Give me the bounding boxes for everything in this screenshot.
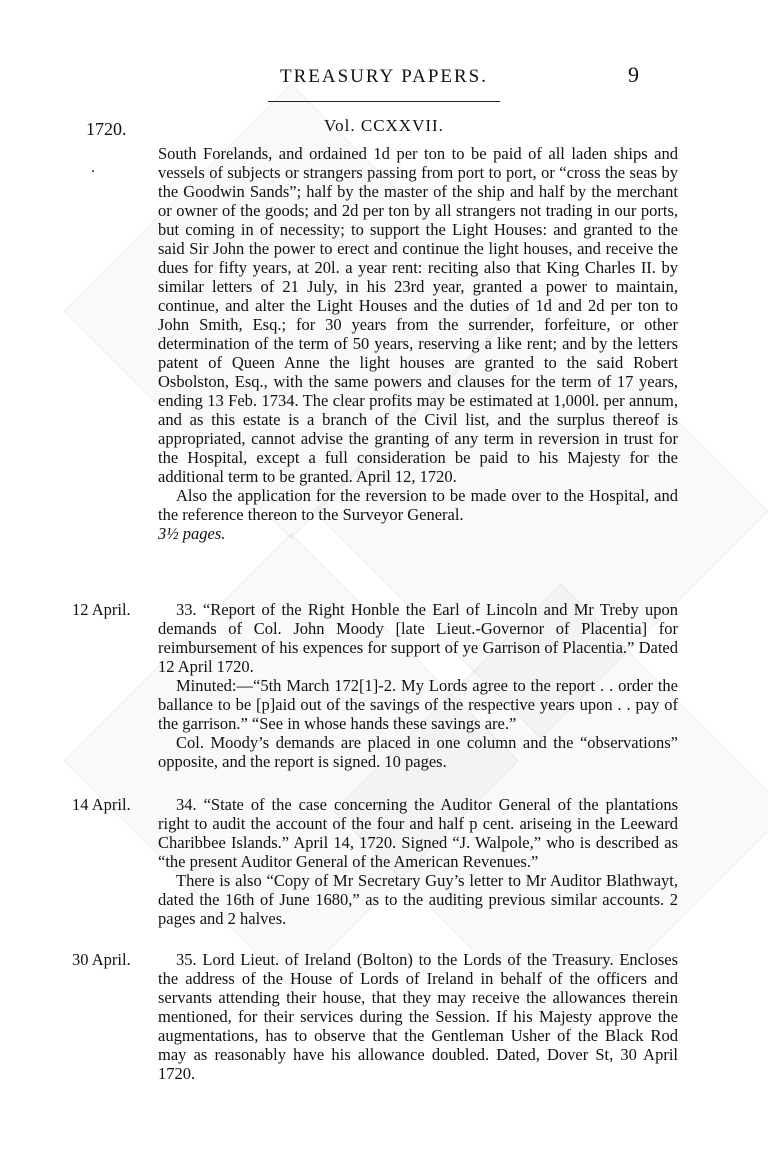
margin-year: 1720. <box>86 119 127 139</box>
paragraph: 35. Lord Lieut. of Ireland (Bolton) to the Lords of the Treasury. Encloses the address of the House of Lords of Ireland in behalf of the officers and servants attending their house, that they may receive the allowances therein mentioned, for their services during the Session. If his Majesty approve the augmentations, has to observe that the Gentleman Usher of the Black Rod may as reasonably have his allowance doubled. Dated, Dover St, 30 April 1720. <box>158 950 678 1083</box>
paragraph: 34. “State of the case concerning the Auditor General of the plantations right to audit the account of the four and half p cent. ariseing in the Leeward Charibbee Islands.” April 14, 1720. Signed “J. Walpole,” who is described as “the present Auditor General of the American Revenues.” <box>158 795 678 871</box>
paragraph: 33. “Report of the Right Honble the Earl of Lincoln and Mr Treby upon demands of Col. John Moody [late Lieut.-Governor of Placentia] for reimbursement of his expences for support of ye Garrison of Placentia.” Dated 12 April 1720. <box>158 600 678 676</box>
paragraph: Minuted:—“5th March 172[1]-2. My Lords agree to the report . . order the ballance to be [p]aid out of the savings of the respective years upon . . pay of the garrison.” “See in whose hands these savings are.” <box>158 676 678 733</box>
entry-35 <box>158 950 678 1083</box>
entry-date: 14 April. <box>72 795 131 814</box>
paragraph: Col. Moody’s demands are placed in one column and the “observations” opposite, and the report is signed. 10 pages. <box>158 733 678 771</box>
paragraph: South Forelands, and ordained 1d per ton to be paid of all laden ships and vessels of subjects or strangers passing from port to port, or “cross the seas by the Goodwin Sands”; half by the master of the ship and half by the merchant or owner of the goods; and 2d per ton by all strangers not trading in our ports, but coming in of necessity; to support the Light Houses: and granted to the said Sir John the power to erect and continue the light houses, and receive the dues for fifty years, at 20l. a year rent: reciting also that King Charles II. by similar letters of 21 July, in his 23rd year, granted a power to maintain, continue, and alter the Light Houses and the duties of 1d and 2d per ton to John Smith, Esq.; for 30 years from the surrender, forfeiture, or other determination of the term of 50 years, reserving a like rent; and by the letters patent of Queen Anne the light houses are granted to the said Robert Osbolston, Esq., with the same powers and clauses for the term of 17 years, ending 13 Feb. 1734. The clear profits may be estimated at 1,000l. per annum, and as this estate is a branch of the Civil list, and the surplus thereof is appropriated, cannot advise the granting of any term in reversion in trust for the Hospital, except a full consideration be paid to his Majesty for the additional term to be granted. April 12, 1720. <box>158 144 678 486</box>
entry-34 <box>158 795 678 928</box>
paragraph: Also the application for the reversion to be made over to the Hospital, and the reference thereon to the Surveyor General. <box>158 486 678 524</box>
running-header: TREASURY PAPERS. <box>280 66 488 87</box>
paragraph: There is also “Copy of Mr Secretary Guy’s letter to Mr Auditor Blathwayt, dated the 16th of June 1680,” as to the auditing previous similar accounts. 2 pages and 2 halves. <box>158 871 678 928</box>
header-rule <box>268 101 500 102</box>
entry-33 <box>158 600 678 771</box>
page-number: 9 <box>628 62 639 87</box>
margin-dot: . <box>91 159 95 176</box>
entry-date: 12 April. <box>72 600 131 619</box>
page-count: 3½ pages. <box>158 524 226 543</box>
continuation-text <box>158 144 678 543</box>
volume-heading: Vol. CCXXVII. <box>324 116 444 135</box>
entry-date: 30 April. <box>72 950 131 969</box>
